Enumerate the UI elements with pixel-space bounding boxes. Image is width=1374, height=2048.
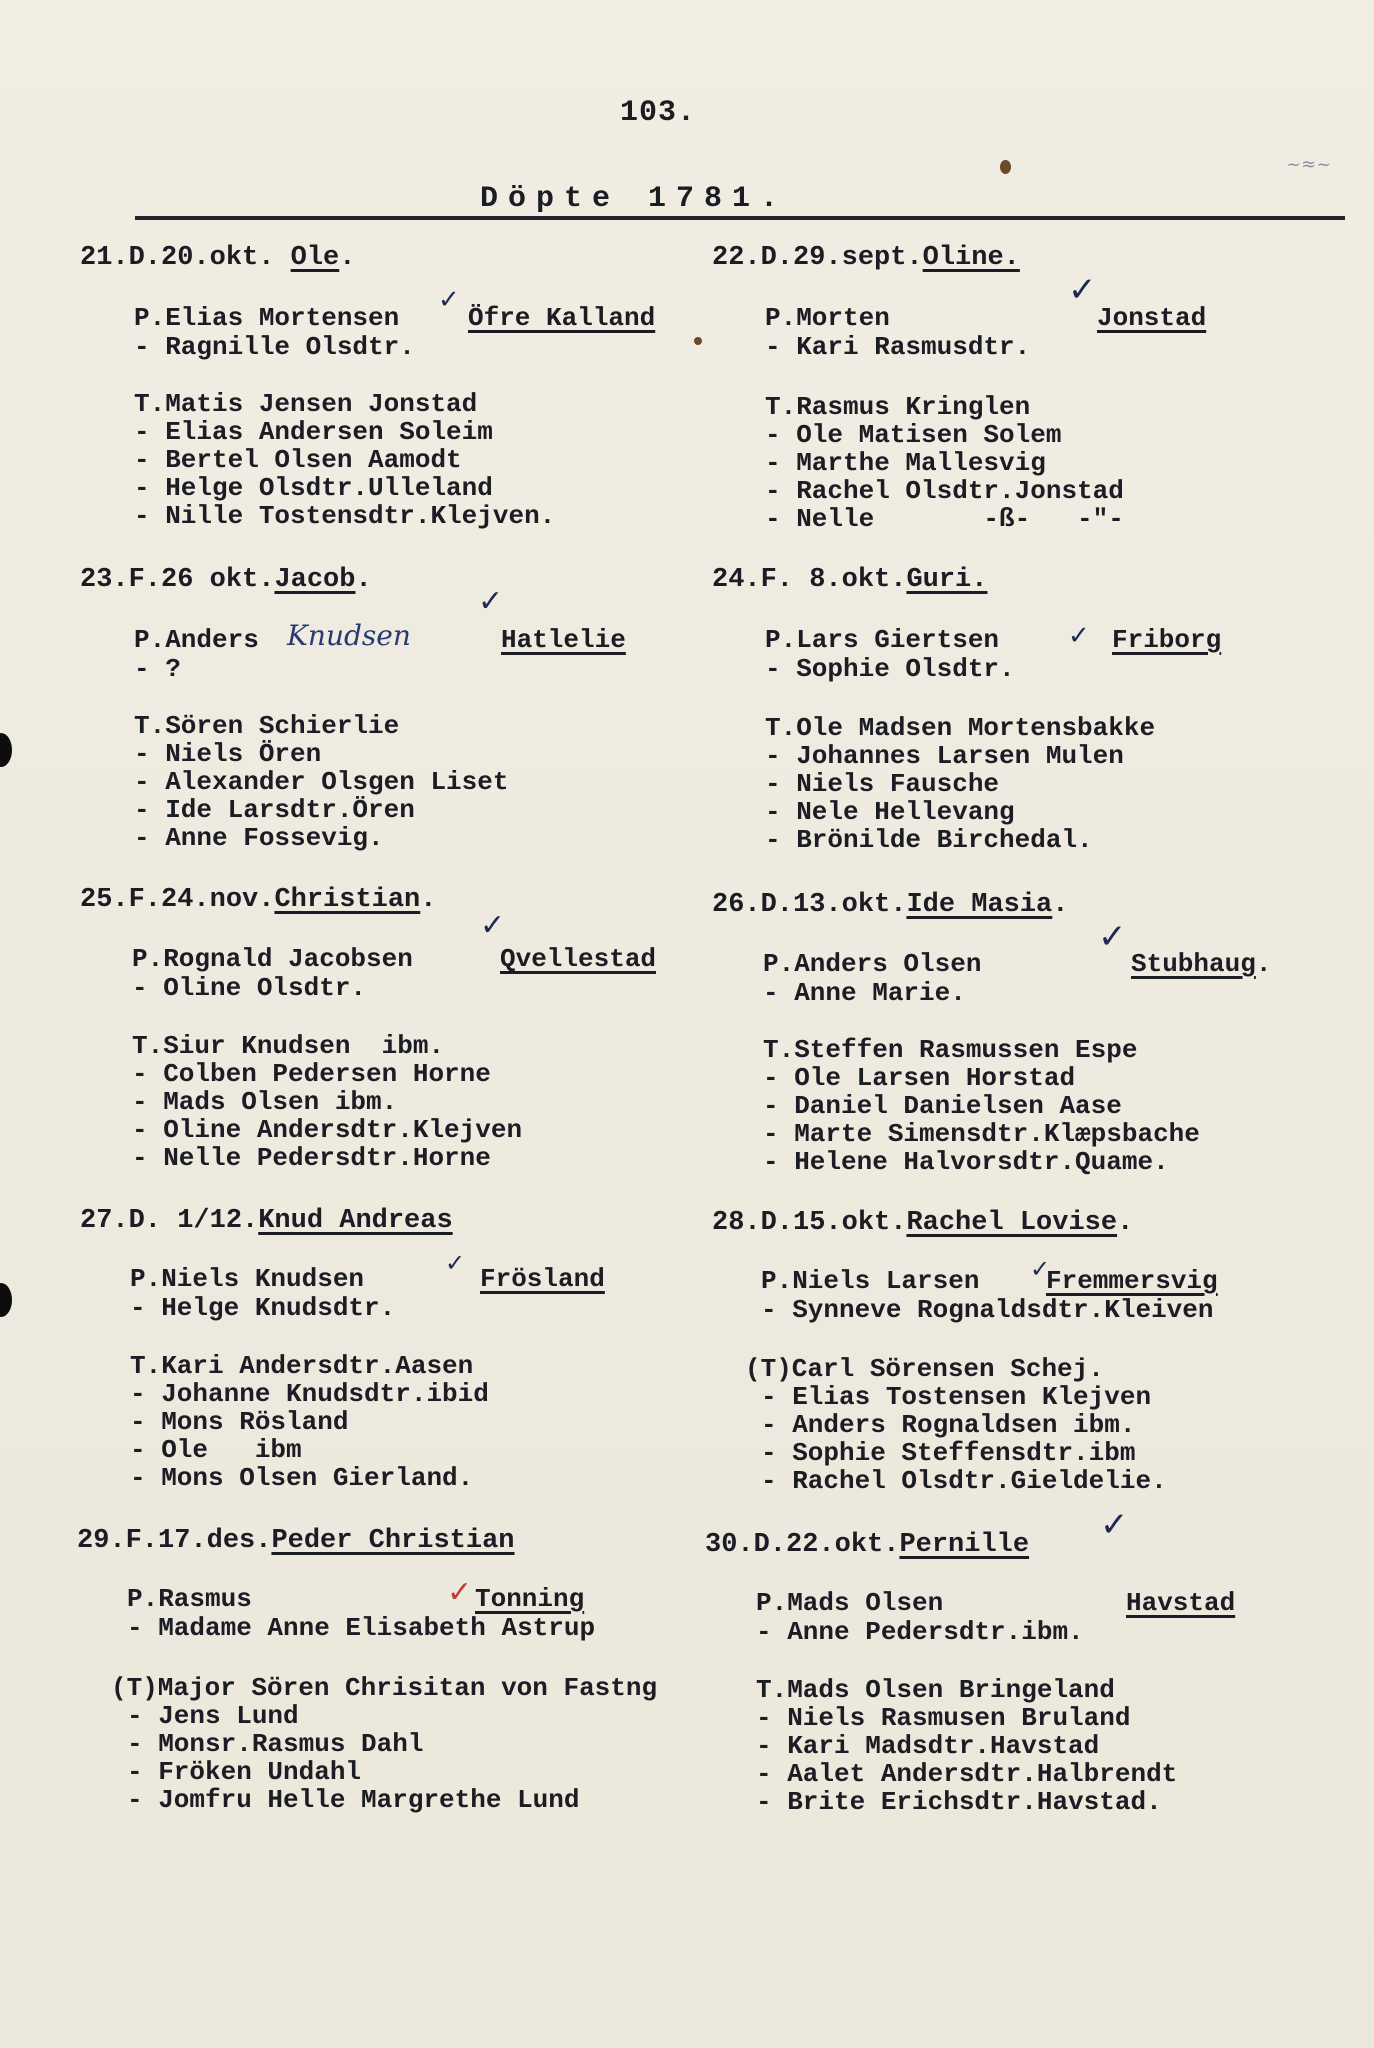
ink-spot — [1000, 160, 1011, 174]
witness-line: - Alexander Olsgen Liset — [134, 767, 509, 797]
witness-line: - Ole Larsen Horstad — [763, 1063, 1076, 1093]
mother-line: - Madame Anne Elisabeth Astrup — [127, 1613, 596, 1643]
handwritten-surname: Knudsen — [287, 619, 411, 652]
mother-line: - Ragnille Olsdtr. — [134, 332, 415, 362]
check-mark-icon: ✓ — [445, 1249, 466, 1277]
witness-line: (T)Carl Sörensen Schej. — [745, 1354, 1104, 1384]
witness-line: - Colben Pedersen Horne — [132, 1059, 491, 1089]
witness-line: T.Mads Olsen Bringeland — [756, 1675, 1115, 1705]
child-name: Christian — [274, 885, 421, 915]
witness-line: - Brite Erichsdtr.Havstad. — [756, 1787, 1162, 1817]
witness-line: - Sophie Steffensdtr.ibm — [761, 1438, 1136, 1468]
witness-line: - Monsr.Rasmus Dahl — [127, 1729, 424, 1759]
farm-name: Frösland — [480, 1264, 605, 1294]
father-line: P.Rognald Jacobsen — [132, 944, 413, 974]
mother-line: - Anne Marie. — [763, 978, 966, 1008]
witness-line: - Rachel Olsdtr.Jonstad — [765, 476, 1124, 506]
farm-name: Stubhaug. — [1131, 949, 1272, 979]
father-line: P.Niels Knudsen — [130, 1264, 365, 1294]
check-mark-icon: ✓ — [1030, 1255, 1051, 1283]
witness-line: - Daniel Danielsen Aase — [763, 1091, 1122, 1121]
witness-line: - Elias Andersen Soleim — [134, 417, 493, 447]
witness-line: - Niels Fausche — [765, 769, 1000, 799]
father-line: P.Rasmus — [127, 1584, 252, 1614]
witness-line: T.Matis Jensen Jonstad — [134, 389, 478, 419]
corner-pencil-mark: ~≈~ — [1286, 154, 1332, 175]
witness-line: - Mons Olsen Gierland. — [130, 1463, 474, 1493]
child-name: Pernille — [899, 1530, 1030, 1560]
witness-line: - Aalet Andersdtr.Halbrendt — [756, 1759, 1178, 1789]
witness-line: T.Kari Andersdtr.Aasen — [130, 1351, 474, 1381]
entry-heading: 26.D.13.okt.Ide Masia. — [712, 890, 1069, 920]
father-line: P.Anders — [134, 625, 259, 655]
witness-line: - Ole ibm — [130, 1435, 302, 1465]
witness-line: - Johanne Knudsdtr.ibid — [130, 1379, 489, 1409]
witness-line: T.Rasmus Kringlen — [765, 392, 1031, 422]
mother-line: - Anne Pedersdtr.ibm. — [756, 1617, 1084, 1647]
child-name: Jacob — [274, 565, 356, 595]
witness-line: - Mads Olsen ibm. — [132, 1087, 398, 1117]
witness-line: - Niels Ören — [134, 739, 322, 769]
farm-name: Tonning — [475, 1584, 585, 1614]
entry-heading: 28.D.15.okt.Rachel Lovise. — [712, 1208, 1134, 1238]
check-mark-icon: ✓ — [1100, 1505, 1129, 1545]
witness-line: - Helene Halvorsdtr.Quame. — [763, 1147, 1169, 1177]
witness-line: - Rachel Olsdtr.Gieldelie. — [761, 1466, 1167, 1496]
mother-line: - Sophie Olsdtr. — [765, 654, 1015, 684]
page-heading: Döpte 1781. — [480, 182, 789, 216]
witness-line: - Helge Olsdtr.Ulleland — [134, 473, 493, 503]
witness-line: - Marte Simensdtr.Klæpsbache — [763, 1119, 1200, 1149]
entry-heading: 29.F.17.des.Peder Christian — [77, 1526, 515, 1556]
witness-line: T.Steffen Rasmussen Espe — [763, 1035, 1138, 1065]
check-mark-icon: ✓ — [438, 285, 460, 315]
father-line: P.Anders Olsen — [763, 949, 982, 979]
page-number: 103. — [620, 96, 697, 130]
witness-line: (T)Major Sören Chrisitan von Fastng — [111, 1673, 658, 1703]
entry-heading: 25.F.24.nov.Christian. — [80, 885, 437, 915]
witness-line: - Johannes Larsen Mulen — [765, 741, 1124, 771]
mother-line: - ? — [134, 654, 181, 684]
witness-line: - Mons Rösland — [130, 1407, 349, 1437]
farm-name: Jonstad — [1097, 303, 1207, 333]
witness-line: - Bertel Olsen Aamodt — [134, 445, 462, 475]
check-mark-icon: ✓ — [1068, 621, 1090, 651]
ink-spot — [694, 337, 702, 345]
witness-line: - Fröken Undahl — [127, 1757, 362, 1787]
child-name: Peder Christian — [271, 1526, 515, 1556]
entry-heading: 24.F. 8.okt.Guri. — [712, 565, 988, 595]
child-name: Rachel Lovise — [906, 1208, 1118, 1238]
father-line: P.Elias Mortensen — [134, 303, 400, 333]
heading-rule — [135, 216, 1345, 220]
farm-name: Friborg — [1112, 625, 1222, 655]
witness-line: - Nelle Pedersdtr.Horne — [132, 1143, 491, 1173]
witness-line: - Brönilde Birchedal. — [765, 825, 1093, 855]
farm-name: Hatlelie — [501, 625, 626, 655]
mother-line: - Oline Olsdtr. — [132, 973, 367, 1003]
mother-line: - Kari Rasmusdtr. — [765, 332, 1031, 362]
witness-line: - Oline Andersdtr.Klejven — [132, 1115, 523, 1145]
witness-line: - Kari Madsdtr.Havstad — [756, 1731, 1100, 1761]
witness-line: - Jens Lund — [127, 1701, 299, 1731]
witness-line: T.Sören Schierlie — [134, 711, 400, 741]
father-line: P.Niels Larsen — [761, 1266, 980, 1296]
witness-line: - Marthe Mallesvig — [765, 448, 1046, 478]
child-name: Ole — [290, 243, 340, 273]
child-name: Oline. — [922, 243, 1020, 273]
check-mark-icon: ✓ — [1068, 270, 1097, 310]
witness-line: - Elias Tostensen Klejven — [761, 1382, 1152, 1412]
mother-line: - Helge Knudsdtr. — [130, 1293, 396, 1323]
child-name: Knud Andreas — [258, 1206, 453, 1236]
witness-line: - Nele Hellevang — [765, 797, 1015, 827]
farm-name: Qvellestad — [500, 944, 657, 974]
binder-hole — [0, 1283, 12, 1317]
witness-line: - Nelle -ß- -"- — [765, 504, 1124, 534]
entry-heading: 30.D.22.okt.Pernille — [705, 1530, 1030, 1560]
check-mark-icon: ✓ — [480, 908, 506, 943]
witness-line: - Nille Tostensdtr.Klejven. — [134, 501, 556, 531]
entry-heading: 23.F.26 okt.Jacob. — [80, 565, 372, 595]
check-mark-icon: ✓ — [1098, 917, 1127, 957]
child-name: Ide Masia — [906, 890, 1053, 920]
farm-name: Öfre Kalland — [468, 303, 656, 333]
entry-heading: 22.D.29.sept.Oline. — [712, 243, 1020, 273]
child-name: Guri. — [906, 565, 988, 595]
entry-heading: 21.D.20.okt. Ole. — [80, 243, 356, 273]
witness-line: - Jomfru Helle Margrethe Lund — [127, 1785, 580, 1815]
red-check-mark-icon: ✓ — [447, 1575, 473, 1610]
witness-line: - Ide Larsdtr.Ören — [134, 795, 415, 825]
witness-line: - Anders Rognaldsen ibm. — [761, 1410, 1136, 1440]
father-line: P.Mads Olsen — [756, 1588, 944, 1618]
witness-line: T.Siur Knudsen ibm. — [132, 1031, 445, 1061]
father-line: P.Morten — [765, 303, 890, 333]
witness-line: - Anne Fossevig. — [134, 823, 384, 853]
witness-line: - Ole Matisen Solem — [765, 420, 1062, 450]
witness-line: - Niels Rasmusen Bruland — [756, 1703, 1131, 1733]
entry-heading: 27.D. 1/12.Knud Andreas — [80, 1206, 453, 1236]
check-mark-icon: ✓ — [478, 584, 504, 619]
mother-line: - Synneve Rognaldsdtr.Kleiven — [761, 1295, 1214, 1325]
witness-line: T.Ole Madsen Mortensbakke — [765, 713, 1156, 743]
binder-hole — [0, 733, 12, 767]
father-line: P.Lars Giertsen — [765, 625, 1000, 655]
farm-name: Fremmersvig — [1046, 1266, 1218, 1296]
farm-name: Havstad — [1126, 1588, 1236, 1618]
